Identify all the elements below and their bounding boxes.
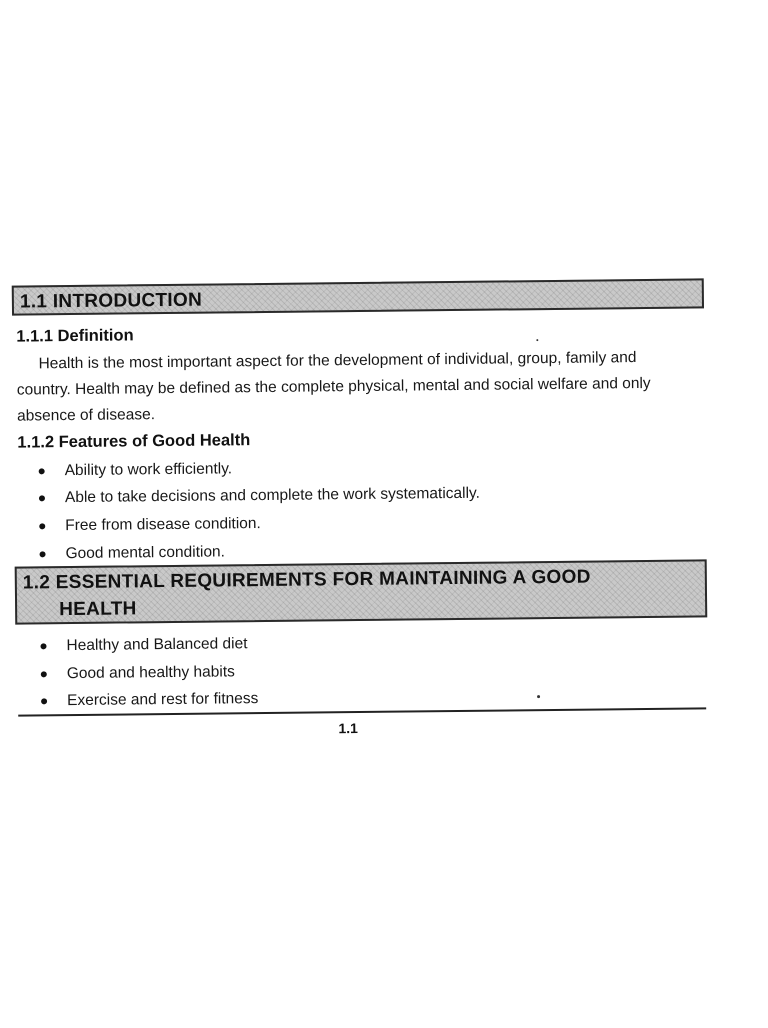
features-list-item — [34, 485, 480, 508]
subheading-features-of-good-health: 1.1.2 Features of Good Health — [17, 431, 251, 452]
bullet-icon — [41, 698, 47, 704]
bullet-icon — [39, 523, 45, 529]
bullet-icon — [40, 643, 46, 649]
scan-speck — [536, 339, 538, 341]
features-item-text: Able to take decisions and complete the work systematically. — [64, 484, 480, 507]
features-list-item — [34, 515, 261, 535]
features-list-item — [34, 460, 233, 480]
features-item-text: Ability to work efficiently. — [64, 460, 233, 480]
page-number: 1.1 — [338, 720, 358, 737]
requirements-list-item — [35, 635, 247, 655]
features-item-text: Free from disease condition. — [65, 515, 261, 535]
bullet-icon — [40, 551, 46, 557]
section-heading-essential-requirements-line-2: HEALTH — [59, 598, 137, 621]
bullet-icon — [39, 495, 45, 501]
section-heading-introduction: 1.1 INTRODUCTION — [19, 289, 203, 313]
scan-speck — [537, 695, 540, 698]
requirements-list-item — [36, 690, 258, 710]
features-item-text: Good mental condition. — [65, 543, 226, 563]
features-list-item — [34, 543, 225, 563]
section-banner-introduction — [12, 278, 704, 315]
subheading-definition: 1.1.1 Definition — [16, 326, 134, 346]
bullet-icon — [39, 468, 45, 474]
definition-text-line-2: country. Health may be defined as the complete physical, mental and social welfare and only — [16, 374, 651, 399]
requirements-item-text: Good and healthy habits — [66, 663, 235, 683]
requirements-item-text: Exercise and rest for fitness — [66, 690, 259, 710]
bullet-icon — [41, 671, 47, 677]
requirements-item-text: Healthy and Balanced diet — [66, 635, 248, 655]
requirements-list-item — [36, 663, 235, 683]
definition-text-line-3: absence of disease. — [17, 406, 156, 425]
definition-text-line-1: Health is the most important aspect for the development of individual, group, family and — [38, 349, 637, 373]
section-heading-essential-requirements-line-1: 1.2 ESSENTIAL REQUIREMENTS FOR MAINTAINING A GOOD — [22, 566, 591, 594]
section-banner-essential-requirements — [15, 559, 708, 624]
